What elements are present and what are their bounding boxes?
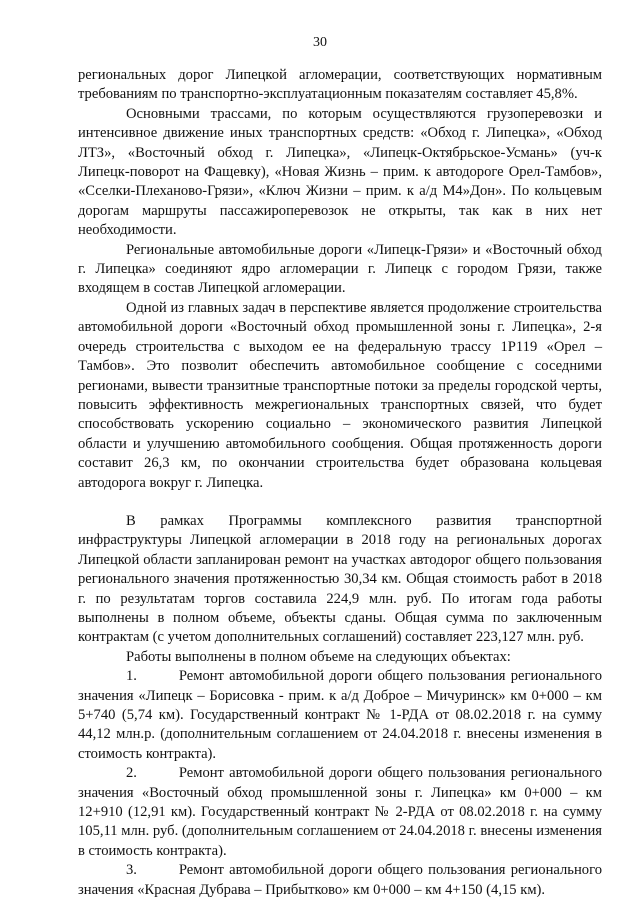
paragraph-continuation: региональных дорог Липецкой агломерации, соответствующих нормативным требованиям по транспортно-эксплуатационным показателям составляет 45,8%. — [78, 67, 602, 103]
page-number: 30 — [313, 35, 327, 50]
paragraph-objects-intro: Работы выполнены в полном объеме на следующих объектах: — [126, 648, 511, 665]
list-item-3: 3. Ремонт автомобильной дороги общего пользования регионального значения «Красная Дубрава – Прибытково» км 0+000 – км 4+150 (4,15 км). — [78, 862, 606, 898]
paragraph-main-routes: Основными трассами, по которым осуществляются грузоперевозки и интенсивное движение иных транспортных средств: «Обход г. Липецка», «Обход ЛТЗ», «Восточный обход г. Липецка», «Липецк-Октябрьское-Усмань» (уч-к Липецк-поворот на Фащевку), «Новая Жизнь – прим. к автодороге Орел-Тамбов», «Сселки-Плеханово-Грязи», «Ключ Жизни – прим. к а/д М4»Дон». По кольцевым дорогам маршруты пассажироперевозок не открыты, так как в них нет необходимости. — [78, 105, 602, 239]
paragraph-program: В рамках Программы комплексного развития транспортной инфраструктуры Липецкой агломерации в 2018 году на региональных дорогах Липецкой области запланирован ремонт на участках автодорог общего пользования регионального значения протяженностью 30,34 км. Общая стоимость работ в 2018 г. по результатам торгов составила 224,9 млн. руб. По итогам года работы выполнены в полном объеме, объекты сданы. Общая сумма по заключенным контрактам (с учетом дополнительных соглашений) составляет 223,127 млн. руб. — [78, 512, 602, 646]
paragraph-regional-roads: Региональные автомобильные дороги «Липецк-Грязи» и «Восточный обход г. Липецка» соединяют ядро агломерации г. Липецк с городом Грязи, также входящем в состав Липецкой агломерации. — [78, 241, 602, 297]
list-item-2: 2. Ремонт автомобильной дороги общего пользования регионального значения «Восточный обход промышленной зоны г. Липецка» км 0+000 – км 12+910 (12,91 км). Государственный контракт № 2-РДА от 08.02.2018 г. на сумму 105,11 млн. руб. (дополнительным соглашением от 24.04.2018 г. внесены изменения в стоимость контракта). — [78, 765, 606, 859]
paragraph-main-task: Одной из главных задач в перспективе является продолжение строительства автомобильной дороги «Восточный обход промышленной зоны г. Липецка», 2-я очередь строительства с выходом ее на федеральную трассу 1Р119 «Орел – Тамбов». Это позволит обеспечить автомобильное сообщение с соседними регионами, вывести транзитные транспортные потоки за пределы городской черты, повысить эффективность межрегиональных транспортных связей, что будет способствовать ускорению социально – экономического развития Липецкой области и улучшению автомобильного сообщения. Общая протяженность дороги составит 26,3 км, по окончании строительства будет образована кольцевая автодорога вокруг г. Липецка. — [78, 299, 602, 491]
list-item-1: 1. Ремонт автомобильной дороги общего пользования регионального значения «Липецк – Борисовка - прим. к а/д Доброе – Мичуринск» км 0+000 – км 5+740 (5,74 км). Государственный контракт № 1-РДА от 08.02.2018 г. на сумму 44,12 млн.р. (дополнительным соглашением от 24.04.2018 г. внесены изменения в стоимость контракта). — [78, 668, 606, 762]
document-body — [78, 66, 606, 900]
